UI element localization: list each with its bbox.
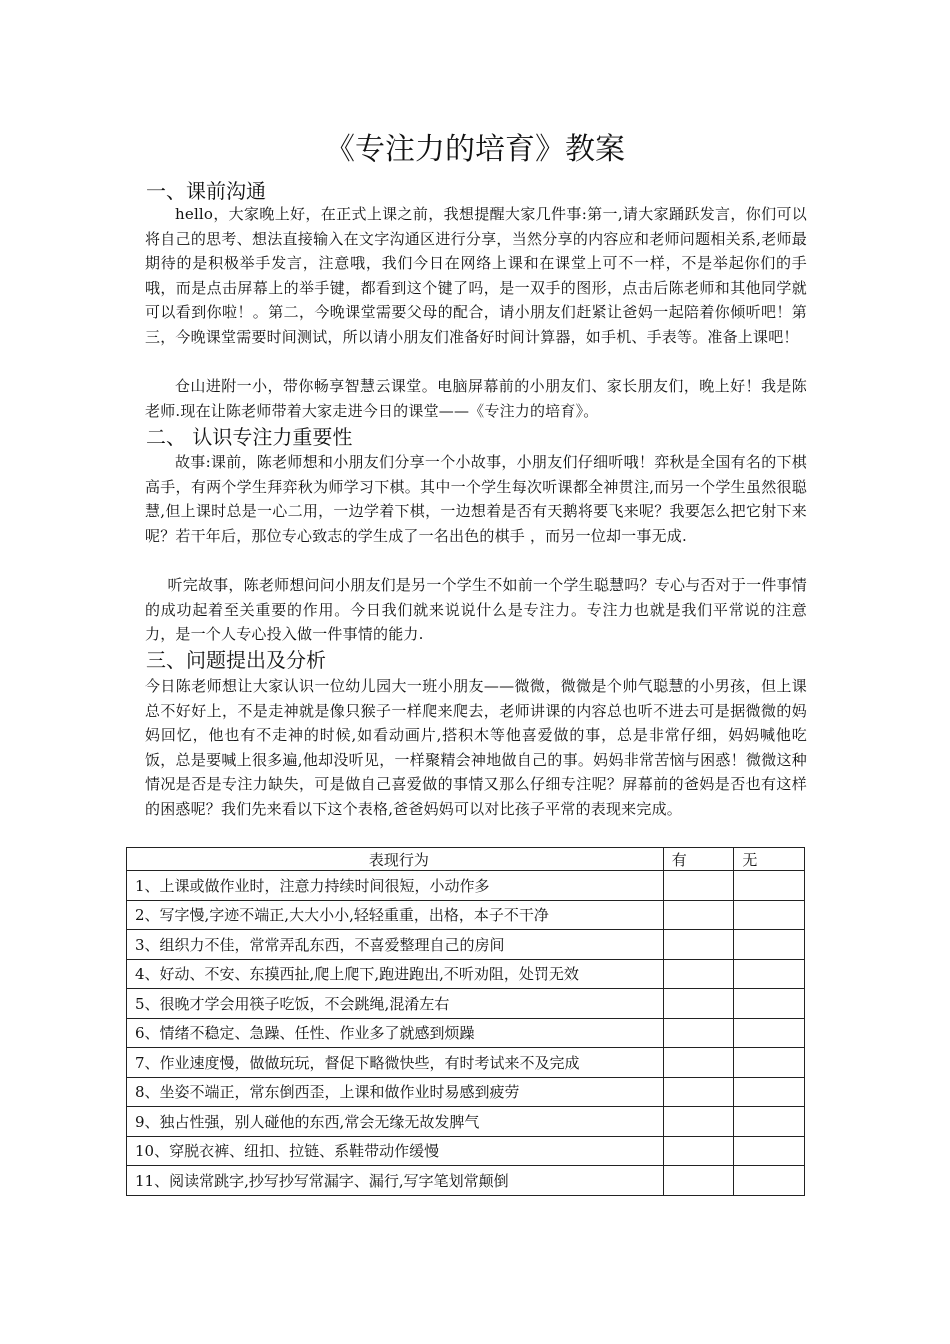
behavior-checklist-table	[126, 847, 805, 1196]
no-cell[interactable]	[734, 1048, 805, 1078]
section-heading-1: 一、课前沟通	[146, 179, 266, 203]
header-yes: 有	[663, 848, 734, 871]
no-cell[interactable]	[734, 1018, 805, 1048]
behavior-cell: 11、阅读常跳字,抄写抄写常漏字、漏行,写字笔划常颠倒	[127, 1166, 664, 1196]
behavior-cell: 9、独占性强，别人碰他的东西,常会无缘无故发脾气	[127, 1107, 664, 1137]
yes-cell[interactable]	[663, 1048, 734, 1078]
no-cell[interactable]	[734, 1166, 805, 1196]
section-1-paragraph-1: hello，大家晚上好，在正式上课之前，我想提醒大家几件事:第一,请大家踊跃发言，你们可以将自己的思考、想法直接输入在文字沟通区进行分享，当然分享的内容应和老师问题相关系,老师最期待的是积极举手发言，注意哦，我们今日在网络上课和在课堂上可不一样，不是举起你们的手哦，而是点击屏幕上的举手键，都看到这个键了吗，是一双手的图形，点击后陈老师和其他同学就可以看到你啦！。第二，今晚课堂需要父母的配合，请小朋友们赶紧让爸妈一起陪着你倾听吧！第三，今晚课堂需要时间测试，所以请小朋友们准备好时间计算器，如手机、手表等。准备上课吧！	[145, 205, 807, 346]
no-cell[interactable]	[734, 1107, 805, 1137]
behavior-cell: 5、很晚才学会用筷子吃饭，不会跳绳,混淆左右	[127, 989, 664, 1019]
table-header-row	[127, 848, 805, 871]
behavior-cell: 8、坐姿不端正，常东倒西歪，上课和做作业时易感到疲劳	[127, 1077, 664, 1107]
no-cell[interactable]	[734, 989, 805, 1019]
table-row	[127, 1136, 805, 1166]
yes-cell[interactable]	[663, 959, 734, 989]
no-cell[interactable]	[734, 930, 805, 960]
yes-cell[interactable]	[663, 900, 734, 930]
yes-cell[interactable]	[663, 989, 734, 1019]
table-row	[127, 1107, 805, 1137]
yes-cell[interactable]	[663, 1166, 734, 1196]
table-row	[127, 930, 805, 960]
no-cell[interactable]	[734, 1136, 805, 1166]
no-cell[interactable]	[734, 900, 805, 930]
header-no: 无	[734, 848, 805, 871]
table-row	[127, 1077, 805, 1107]
behavior-cell: 6、情绪不稳定、急躁、任性、作业多了就感到烦躁	[127, 1018, 664, 1048]
header-behavior: 表现行为	[127, 848, 664, 871]
behavior-cell: 4、好动、不安、东摸西扯,爬上爬下,跑进跑出,不听劝阻，处罚无效	[127, 959, 664, 989]
table-row	[127, 871, 805, 901]
table-row	[127, 1018, 805, 1048]
no-cell[interactable]	[734, 1077, 805, 1107]
table-row	[127, 1166, 805, 1196]
yes-cell[interactable]	[663, 1136, 734, 1166]
section-3-paragraph-1: 今日陈老师想让大家认识一位幼儿园大一班小朋友——微微，微微是个帅气聪慧的小男孩，但上课总不好好上，不是走神就是像只猴子一样爬来爬去，老师讲课的内容总也听不进去可是据微微的妈妈回忆，他也有不走神的时候,如看动画片,搭积木等他喜爱做的事，总是非常仔细，妈妈喊他吃饭，总是要喊上很多遍,他却没听见，一样聚精会神地做自己的事。妈妈非常苦恼与困惑！微微这种情况是否是专注力缺失，可是做自己喜爱做的事情又那么仔细专注呢？屏幕前的爸妈是否也有这样的困惑呢？我们先来看以下这个表格,爸爸妈妈可以对比孩子平常的表现来完成。	[145, 677, 807, 818]
section-2-paragraph-1: 故事:课前，陈老师想和小朋友们分享一个小故事，小朋友们仔细听哦！弈秋是全国有名的下棋高手，有两个学生拜弈秋为师学习下棋。其中一个学生每次听课都全神贯注,而另一个学生虽然很聪慧,但上课时总是一心二用，一边学着下棋，一边想着是否有天鹅将要飞来呢？我要怎么把它射下来呢？若干年后，那位专心致志的学生成了一名出色的棋手 ，而另一位却一事无成.	[145, 453, 807, 545]
table-row	[127, 1048, 805, 1078]
section-1-paragraph-2: 仓山进附一小，带你畅享智慧云课堂。电脑屏幕前的小朋友们、家长朋友们，晚上好！我是陈老师.现在让陈老师带着大家走进今日的课堂——《专注力的培育》。	[145, 377, 807, 420]
yes-cell[interactable]	[663, 1107, 734, 1137]
yes-cell[interactable]	[663, 930, 734, 960]
behavior-cell: 10、穿脱衣裤、纽扣、拉链、系鞋带动作缓慢	[127, 1136, 664, 1166]
yes-cell[interactable]	[663, 1018, 734, 1048]
behavior-cell: 2、写字慢,字迹不端正,大大小小,轻轻重重，出格，本子不干净	[127, 900, 664, 930]
yes-cell[interactable]	[663, 871, 734, 901]
yes-cell[interactable]	[663, 1077, 734, 1107]
section-2-paragraph-2: 听完故事，陈老师想问问小朋友们是另一个学生不如前一个学生聪慧吗？专心与否对于一件事情的成功起着至关重要的作用。今日我们就来说说什么是专注力。专注力也就是我们平常说的注意力，是一个人专心投入做一件事情的能力.	[145, 576, 807, 643]
no-cell[interactable]	[734, 959, 805, 989]
no-cell[interactable]	[734, 871, 805, 901]
document-title: 《专注力的培育》教案	[325, 132, 625, 167]
table-row	[127, 900, 805, 930]
behavior-cell: 3、组织力不佳，常常弄乱东西，不喜爱整理自己的房间	[127, 930, 664, 960]
table-row	[127, 989, 805, 1019]
table-row	[127, 959, 805, 989]
section-heading-2: 二、 认识专注力重要性	[146, 425, 353, 449]
behavior-cell: 7、作业速度慢，做做玩玩，督促下略微快些，有时考试来不及完成	[127, 1048, 664, 1078]
section-heading-3: 三、问题提出及分析	[146, 648, 326, 672]
behavior-cell: 1、上课或做作业时，注意力持续时间很短，小动作多	[127, 871, 664, 901]
